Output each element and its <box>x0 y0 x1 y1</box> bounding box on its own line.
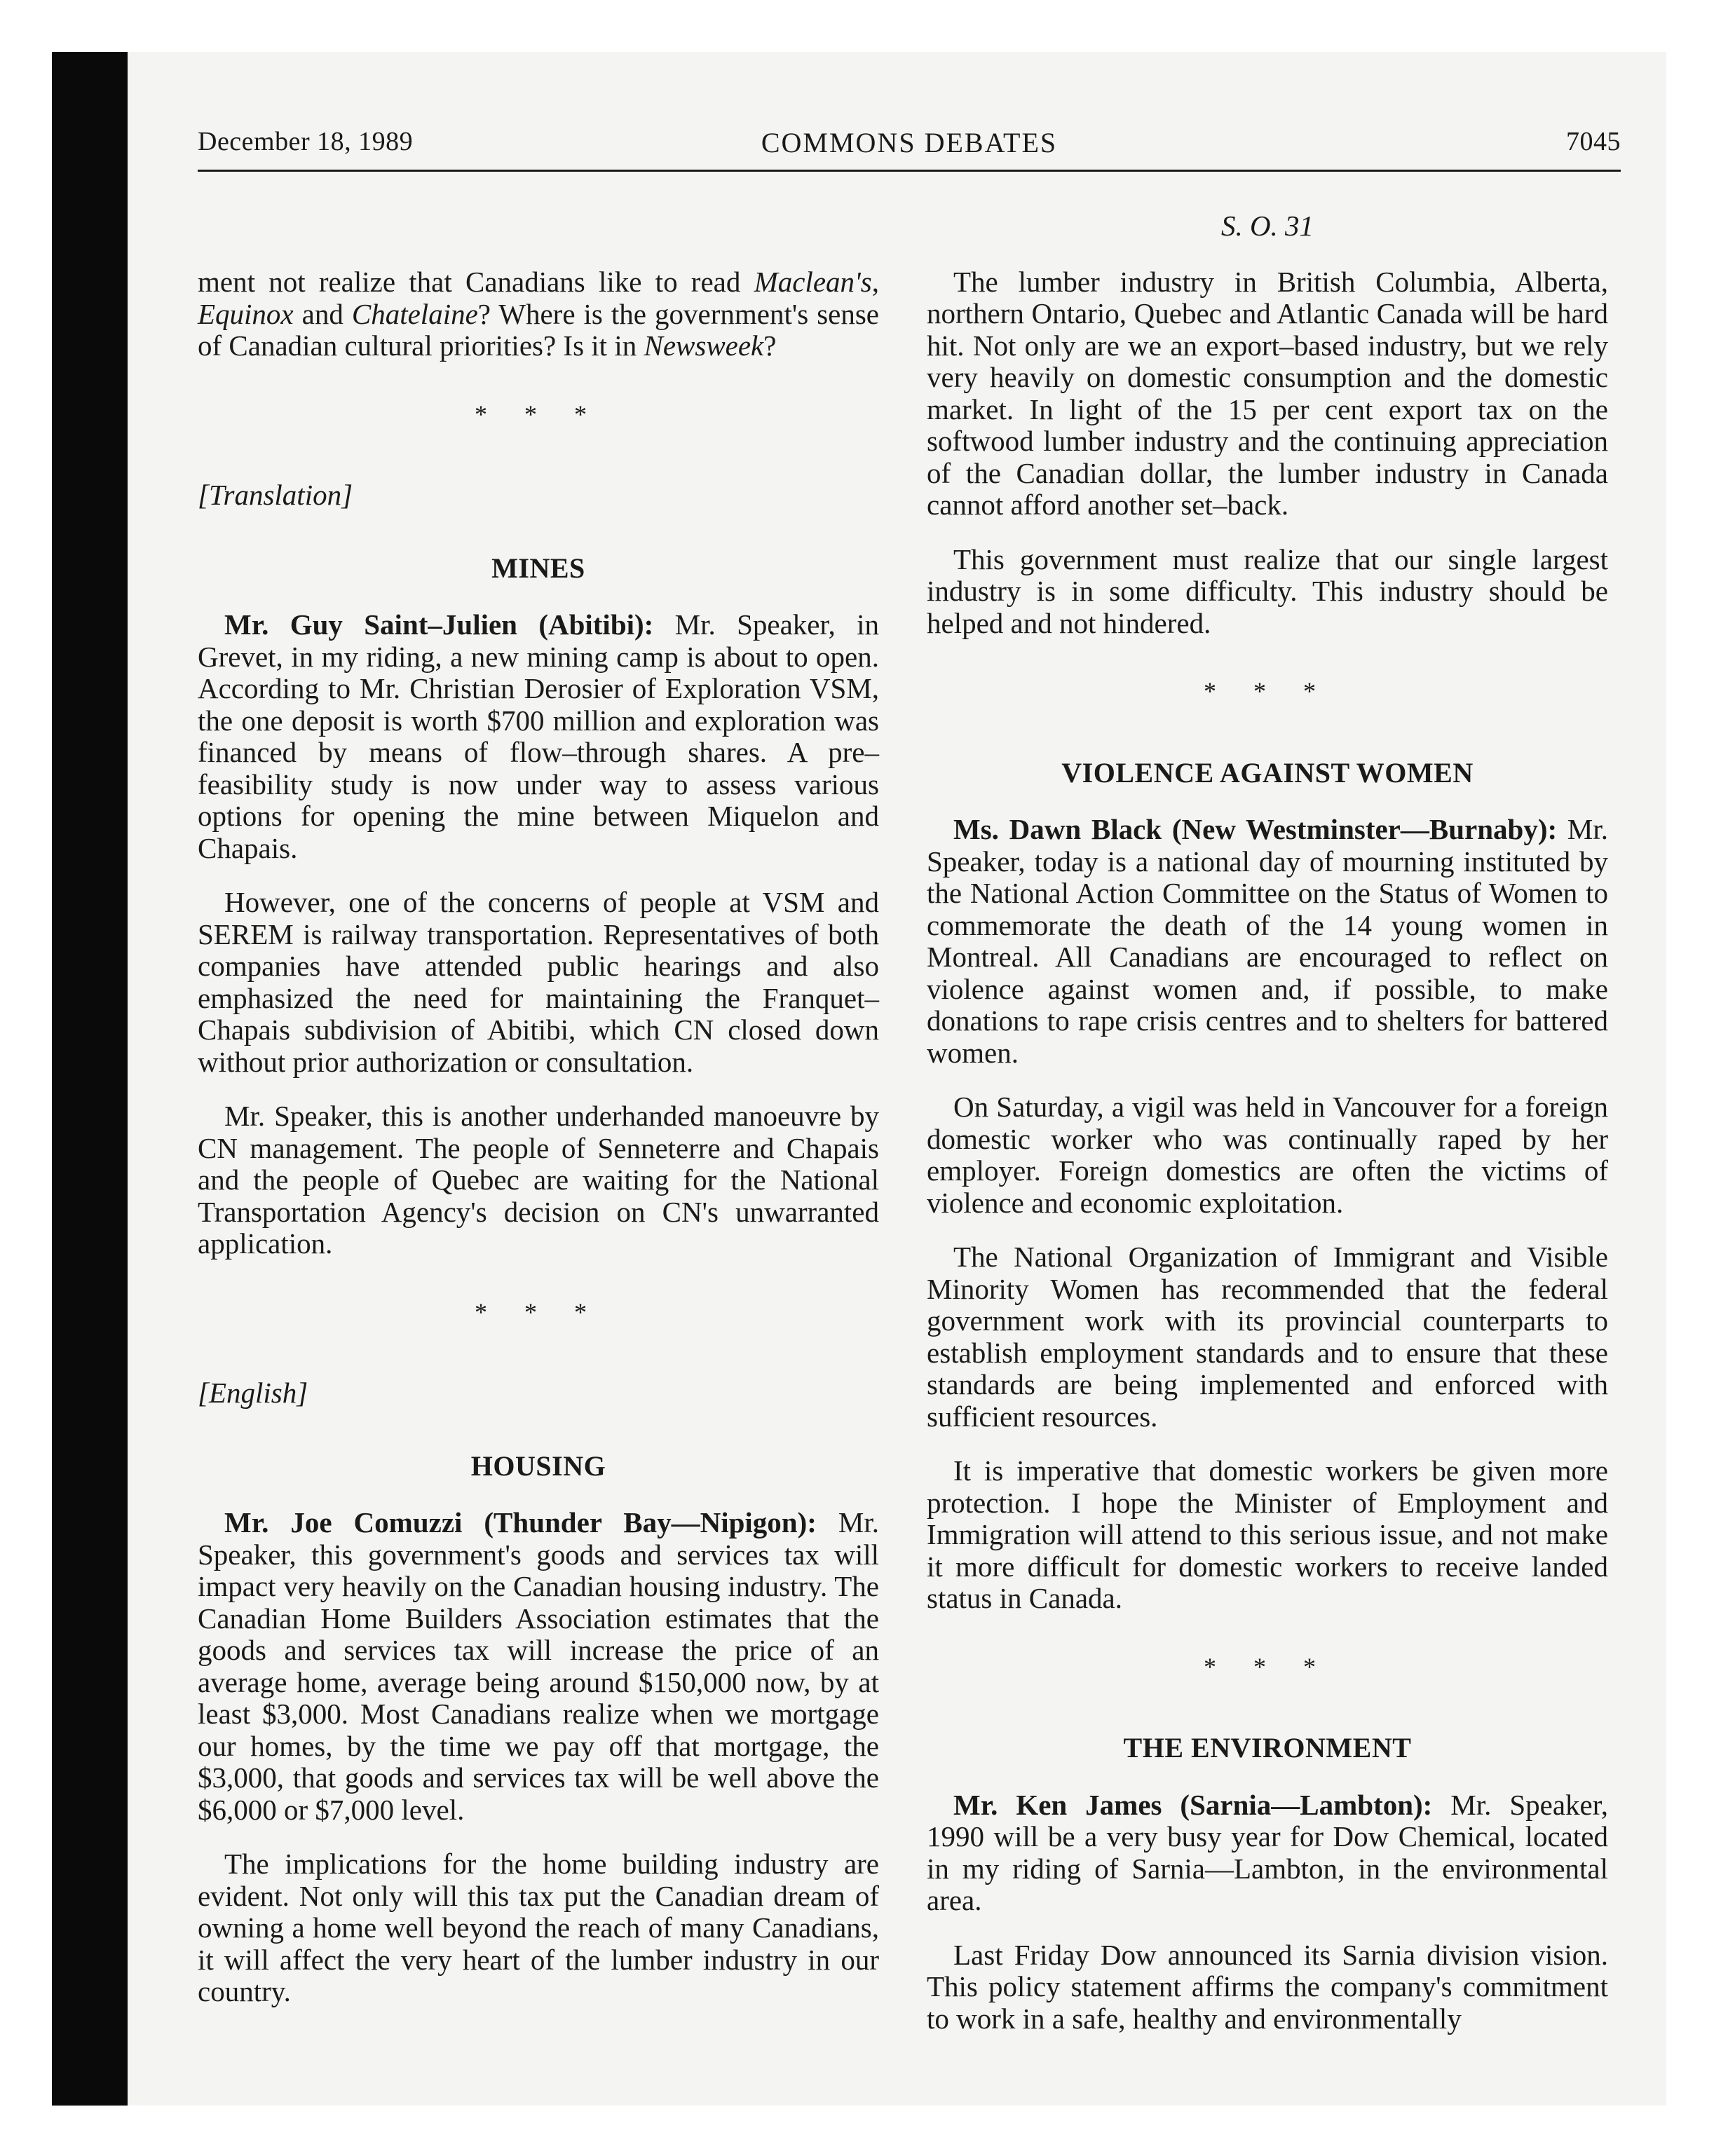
header-title: COMMONS DEBATES <box>761 127 1058 158</box>
paragraph: Mr. Guy Saint–Julien (Abitibi): Mr. Speaker, in Grevet, in my riding, a new mining camp is about to open. According to Mr. Christian Derosier of Exploration VSM, the one deposit is worth $700 million and exploration was financed by means of flow–through shares. A pre–feasibility study is now under way to assess various options for opening the mine between Miquelon and Chapais. <box>198 608 879 864</box>
right-column <box>927 210 1608 2057</box>
standing-order-label: S. O. 31 <box>1220 210 1314 242</box>
speaker-name: Ms. Dawn Black (New Westminster—Burnaby): <box>953 813 1558 845</box>
section-heading-housing: HOUSING <box>470 1449 606 1482</box>
paragraph: Mr. Joe Comuzzi (Thunder Bay—Nipigon): Mr. Speaker, this government's goods and services tax will impact very heavily on the Canadian housing industry. The Canadian Home Builders Association estimates that the goods and services tax will increase the price of an average home, average being around $150,000 now, by at least $3,000. Most Canadians realize when we mortgage our homes, by the time we pay off that mortgage, the $3,000, that goods and services tax will be well above the $6,000 or $7,000 level. <box>198 1506 879 1826</box>
section-separator: * * * <box>1204 1652 1331 1681</box>
translation-label: [Translation] <box>198 479 353 511</box>
section-separator: * * * <box>475 400 602 428</box>
paragraph: The lumber industry in British Columbia, Alberta, northern Ontario, Quebec and Atlantic Canada will be hard hit. Not only are we an export–based industry, but we rely very heavily on domestic consumption and the domestic market. In light of the 15 per cent export tax on the softwood lumber industry and the continuing appreciation of the Canadian dollar, the lumber industry in Canada cannot afford another set–back. <box>927 265 1608 521</box>
paragraph: The implications for the home building industry are evident. Not only will this tax put the Canadian dream of owning a home well beyond the reach of many Canadians, it will affect the very heart of the lumber industry in our country. <box>198 1848 879 2007</box>
speaker-name: Mr. Joe Comuzzi (Thunder Bay—Nipigon): <box>224 1506 817 1538</box>
paragraph: This government must realize that our single largest industry is in some difficulty. This industry should be helped and not hindered. <box>927 543 1608 639</box>
paragraph: Mr. Ken James (Sarnia—Lambton): Mr. Speaker, 1990 will be a very busy year for Dow Chemical, located in my riding of Sarnia—Lambton, in the environmental area. <box>927 1788 1608 1916</box>
paragraph: Mr. Speaker, this is another underhanded manoeuvre by CN management. The people of Senneterre and Chapais and the people of Quebec are waiting for the National Transportation Agency's decision on CN's unwarranted application. <box>198 1100 879 1260</box>
paragraph: The National Organization of Immigrant and Visible Minority Women has recommended that the federal government work with its provincial counterparts to establish employment standards and to ensure that these standards are being implemented and enforced with sufficient resources. <box>927 1241 1608 1433</box>
english-label: [English] <box>198 1377 308 1409</box>
paragraph: It is imperative that domestic workers be given more protection. I hope the Minister of Employment and Immigration will attend to this serious issue, and not make it more difficult for domestic workers to receive landed status in Canada. <box>927 1454 1608 1614</box>
section-heading-mines: MINES <box>491 552 585 584</box>
left-column <box>198 266 879 2031</box>
header-date: December 18, 1989 <box>198 127 414 156</box>
running-header <box>198 126 1621 168</box>
intro-paragraph: ment not realize that Canadians like to read Maclean's, Equinox and Chatelaine? Where is the government's sense of Canadian cultural priorities? Is it in Newsweek? <box>198 266 879 362</box>
header-rule <box>198 170 1621 172</box>
section-separator: * * * <box>475 1297 602 1326</box>
binding-edge <box>52 52 128 2106</box>
page-number: 7045 <box>1566 127 1621 156</box>
paragraph: On Saturday, a vigil was held in Vancouver for a foreign domestic worker who was continually raped by her employer. Foreign domestics are often the victims of violence and economic exploitation. <box>927 1091 1608 1219</box>
section-separator: * * * <box>1204 677 1331 705</box>
section-heading-environment: THE ENVIRONMENT <box>1123 1732 1412 1763</box>
section-heading-violence: VIOLENCE AGAINST WOMEN <box>1061 756 1474 789</box>
paragraph: However, one of the concerns of people at VSM and SEREM is railway transportation. Representatives of both companies have attended public hearings and also emphasized the need for maintaining the Franquet–Chapais subdivision of Abitibi, which CN closed down without prior authorization or consultation. <box>198 886 879 1078</box>
speaker-name: Mr. Ken James (Sarnia—Lambton): <box>953 1788 1433 1821</box>
paragraph: Ms. Dawn Black (New Westminster—Burnaby): Mr. Speaker, today is a national day of mourning instituted by the National Action Committee on the Status of Women to commemorate the death of the 14 young women in Montreal. All Canadians are encouraged to reflect on violence against women and, if possible, to make donations to rape crisis centres and to shelters for battered women. <box>927 813 1608 1069</box>
paragraph: Last Friday Dow announced its Sarnia division vision. This policy statement affirms the company's commitment to work in a safe, healthy and environmentally <box>927 1938 1608 2035</box>
speaker-name: Mr. Guy Saint–Julien (Abitibi): <box>224 608 654 641</box>
